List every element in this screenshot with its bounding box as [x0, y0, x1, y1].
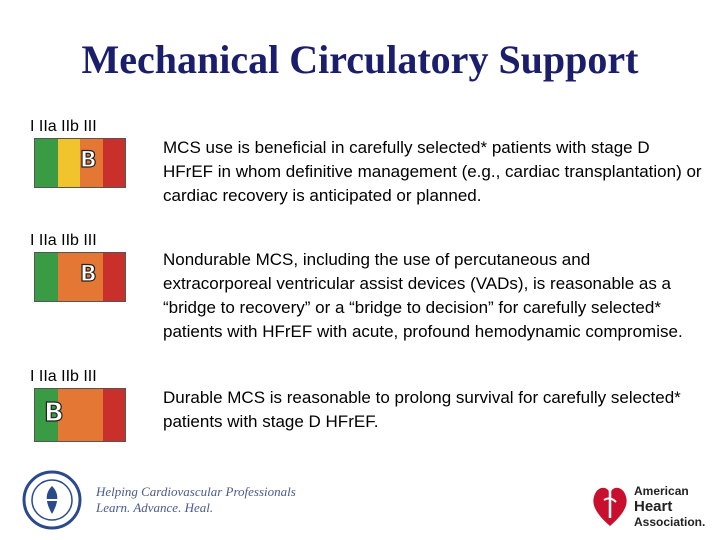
level-of-evidence: B [80, 148, 97, 173]
class-labels: I IIa IIb III [30, 232, 97, 249]
acc-tagline [96, 484, 296, 516]
aha-wordmark [634, 484, 705, 529]
class-labels: I IIa IIb III [30, 118, 97, 135]
level-of-evidence: B [44, 398, 64, 428]
aha-heart-logo-icon [590, 478, 630, 530]
class-III-box [103, 139, 126, 187]
class-IIa-box [58, 253, 81, 301]
class-III-box [103, 389, 126, 441]
aha-line2: Heart [634, 498, 673, 515]
aha-line1: American [634, 484, 689, 498]
class-I-box [35, 139, 58, 187]
level-of-evidence: B [80, 262, 97, 287]
page-title: Mechanical Circulatory Support [81, 37, 639, 82]
acc-tagline-line2: Learn. Advance. Heal. [96, 500, 214, 515]
recommendation-text: MCS use is beneficial in carefully selected* patients with stage D HFrEF in whom definitive management (e.g., cardiac transplantation) or cardiac recovery is anticipated or planned. [163, 138, 702, 205]
aha-line3: Association. [634, 515, 706, 529]
class-IIa-box [58, 139, 81, 187]
class-I-box [35, 253, 58, 301]
acc-tagline-line1: Helping Cardiovascular Professionals [96, 484, 296, 499]
recommendation-text: Durable MCS is reasonable to prolong survival for carefully selected* patients with stage D HFrEF. [163, 388, 681, 431]
class-IIb-box [80, 389, 103, 441]
recommendation-text: Nondurable MCS, including the use of percutaneous and extracorporeal ventricular assist devices (VADs), is reasonable as a “bridge to recovery” or a “bridge to decision” for carefully selected* patients with HFrEF with acute, profound hemodynamic compromise. [163, 250, 683, 341]
acc-seal-logo [22, 470, 82, 530]
class-III-box [103, 253, 126, 301]
class-labels: I IIa IIb III [30, 368, 97, 385]
